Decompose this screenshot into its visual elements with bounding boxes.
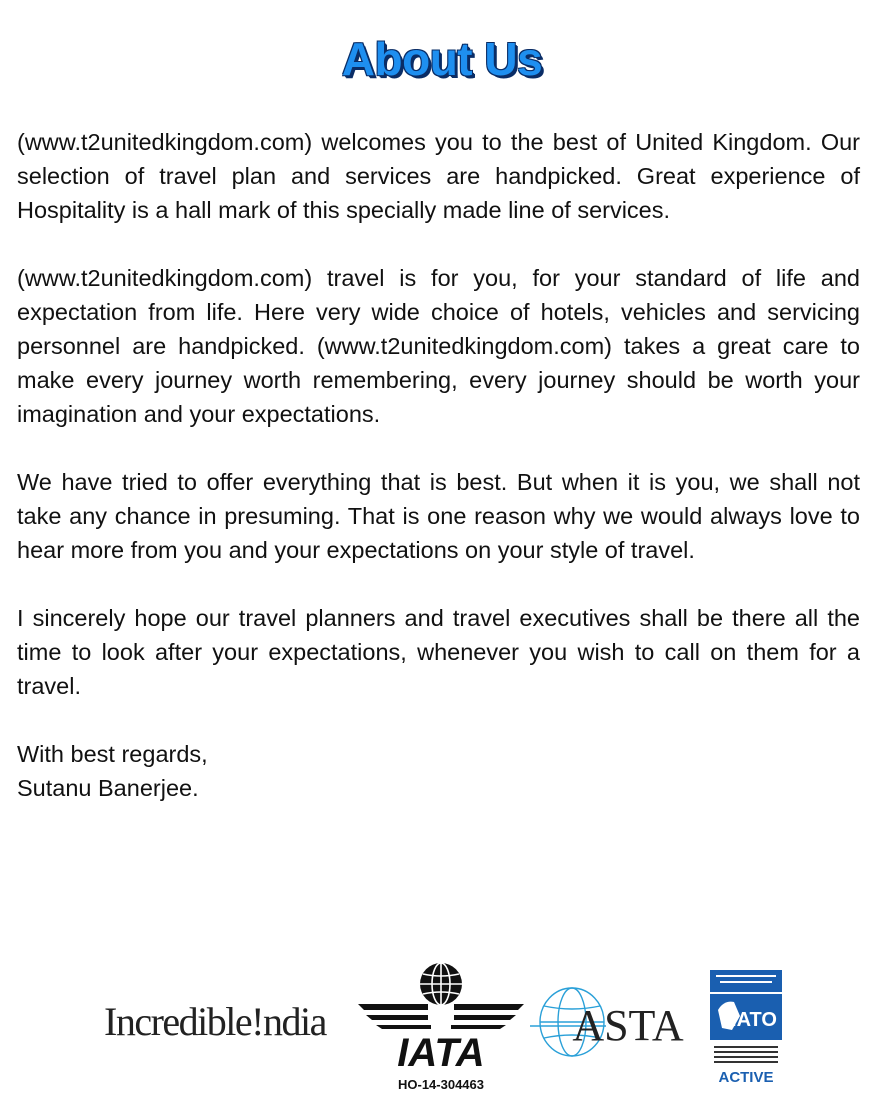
paragraph-1: (www.t2unitedkingdom.com) welcomes you to the best of United Kingdom. Our selection of travel plan and services are handpicked. Great experience of Hospitality is a hall mark of this specially made line of services. bbox=[17, 129, 860, 223]
iata-logo bbox=[356, 960, 526, 1095]
iato-logo bbox=[710, 970, 782, 1088]
iata-text: IATA bbox=[397, 1031, 485, 1075]
paragraph-3: We have tried to offer everything that is best. But when it is you, we shall not take any chance in presuming. That is one reason why we would always love to hear more from you and your expectations on your style of travel. bbox=[17, 469, 860, 563]
affiliation-logos bbox=[0, 960, 884, 1100]
incredible-india-logo: Incredible!ndia bbox=[104, 999, 326, 1044]
asta-text: ASTA bbox=[572, 1001, 684, 1050]
paragraph-2: (www.t2unitedkingdom.com) travel is for you, for your standard of life and expectation from life. Here very wide choice of hotels, vehicles and servicing personnel are handpicked. (www.t2unitedkingdom.com) takes a great care to make every journey worth remembering, every journey should be worth your imagination and your expectations. bbox=[17, 265, 860, 427]
about-content bbox=[17, 125, 860, 805]
iato-status: ACTIVE bbox=[718, 1069, 774, 1086]
page-title: About Us bbox=[341, 33, 543, 85]
asta-logo bbox=[530, 982, 688, 1062]
iato-text: IATO bbox=[731, 1009, 777, 1031]
paragraph-4: I sincerely hope our travel planners and travel executives shall be there all the time to look after your expectations, whenever you wish to call on them for a travel. bbox=[17, 605, 860, 699]
iata-code: HO-14-304463 bbox=[398, 1077, 484, 1092]
signature: Sutanu Banerjee. bbox=[17, 775, 199, 801]
closing-line: With best regards, bbox=[17, 741, 208, 767]
